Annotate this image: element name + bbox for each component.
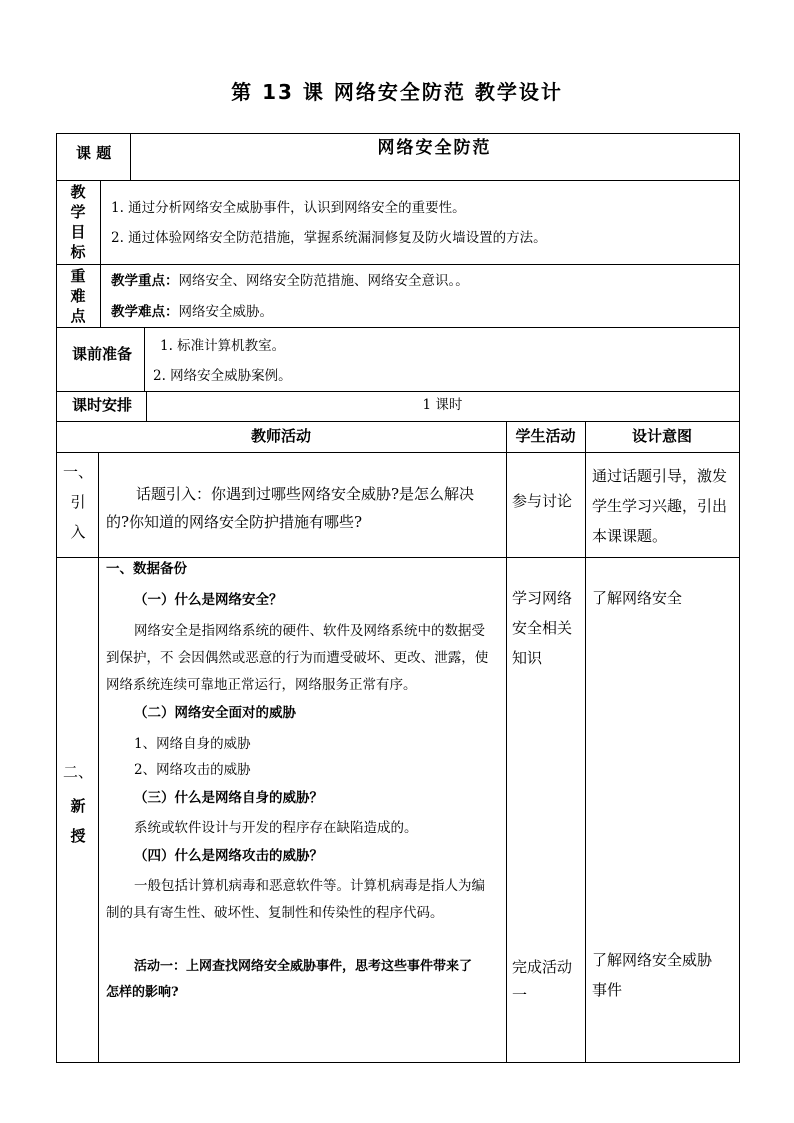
header-student-activity: 学生活动 [515,427,576,445]
section1-student-activity: 参与讨论 [512,492,573,510]
goals-label-char: 教 [70,183,86,201]
schedule-value: 1 课时 [422,397,463,413]
keypoints-label-char: 难 [70,287,86,305]
section2-label-char: 新 [70,797,86,815]
difficulty-value: 网络安全威胁。 [178,304,273,320]
header-design-intent: 设计意图 [631,427,692,445]
intent-line: 本课课题。 [592,527,668,545]
row-divider [56,180,740,181]
student-activity-line: 一 [512,986,528,1004]
col-divider [506,421,507,1062]
section1-label-char: 引 [70,493,86,511]
section1-label-char: 入 [70,523,86,541]
subheading: （二）网络安全面对的威胁 [134,705,296,721]
section2-label-char: 二、 [63,763,94,781]
subheading: （四）什么是网络攻击的威胁？ [134,848,323,864]
table-border-top [56,133,740,134]
prep-item: 2. 网络安全威胁案例。 [153,368,292,384]
intro-text-line: 话题引入：你遇到过哪些网络安全威胁?是怎么解决 [136,485,475,503]
keypoints-label-char: 重 [70,267,86,285]
row-divider [56,557,740,558]
header-teacher-activity: 教师活动 [250,427,311,445]
col-divider [144,327,145,391]
table-border-left [56,133,57,1063]
section2-intent-1: 了解网络安全 [592,589,683,607]
paragraph-line: 系统或软件设计与开发的程序存在缺陷造成的。 [134,820,418,836]
topic-value: 网络安全防范 [377,138,492,158]
goals-label-char: 标 [70,243,86,261]
keypoints-label-char: 点 [70,307,86,325]
row-divider [56,452,740,453]
table-border-right [739,133,740,1063]
focus-line [111,271,469,291]
difficulty-label: 教学难点： [111,304,179,320]
goal-item: 2. 通过体验网络安全防范措施，掌握系统漏洞修复及防火墙设置的方法。 [111,230,547,246]
row-divider [56,327,740,328]
list-item: 2、网络攻击的威胁 [134,762,251,778]
paragraph-line: 制的具有寄生性、破坏性、复制性和传染性的程序代码。 [106,905,444,921]
goals-label-char: 学 [70,203,86,221]
goal-item: 1. 通过分析网络安全威胁事件，认识到网络安全的重要性。 [111,200,466,216]
prep-item: 1. 标准计算机教室。 [160,338,286,354]
paragraph-line: 一般包括计算机病毒和恶意软件等。计算机病毒是指人为编 [134,878,485,894]
section1-label-char: 一、 [63,463,94,481]
activity-text-line: 活动一：上网查找网络安全威胁事件，思考这些事件带来了 [134,959,473,974]
activity-text-line: 怎样的影响? [106,985,179,1000]
student-activity-line: 安全相关 [512,619,573,637]
intent-line: 事件 [592,981,623,999]
focus-label: 教学重点： [111,273,179,289]
intro-text-line: 的?你知道的网络安全防护措施有哪些? [106,513,363,531]
row-divider [56,264,740,265]
schedule-label: 课时安排 [72,396,133,414]
paragraph-line: 网络安全是指网络系统的硬件、软件及网络系统中的数据受 [134,623,485,639]
student-activity-line: 学习网络 [512,589,573,607]
paragraph-line: 网络系统连续可靠地正常运行，网络服务正常有序。 [106,677,417,693]
subheading: （三）什么是网络自身的威胁？ [134,790,323,806]
section-heading: 一、数据备份 [106,561,187,577]
goals-label-char: 目 [70,223,86,241]
col-divider [98,452,99,1062]
col-divider [100,180,101,327]
row-divider [56,391,740,392]
subheading: （一）什么是网络安全？ [134,592,283,608]
paragraph-line: 到保护，不 会因偶然或恶意的行为而遭受破坏、更改、泄露，使 [106,650,489,666]
section2-label-char: 授 [70,827,86,845]
intent-line: 了解网络安全威胁 [592,951,713,969]
list-item: 1、网络自身的威胁 [134,736,251,752]
intent-line: 学生学习兴趣，引出 [592,497,728,515]
intent-line: 通过话题引导，激发 [592,467,728,485]
document-title: 第 13 课 网络安全防范 教学设计 [231,80,563,104]
table-border-bottom [56,1062,740,1063]
focus-value: 网络安全、网络安全防范措施、网络安全意识。。 [178,273,469,289]
student-activity-line: 完成活动 [512,958,573,976]
prep-label: 课前准备 [72,345,133,363]
row-divider [56,421,740,422]
student-activity-line: 知识 [512,649,543,667]
col-divider [585,421,586,1062]
difficulty-line [111,302,273,322]
topic-label: 课 题 [76,144,112,162]
